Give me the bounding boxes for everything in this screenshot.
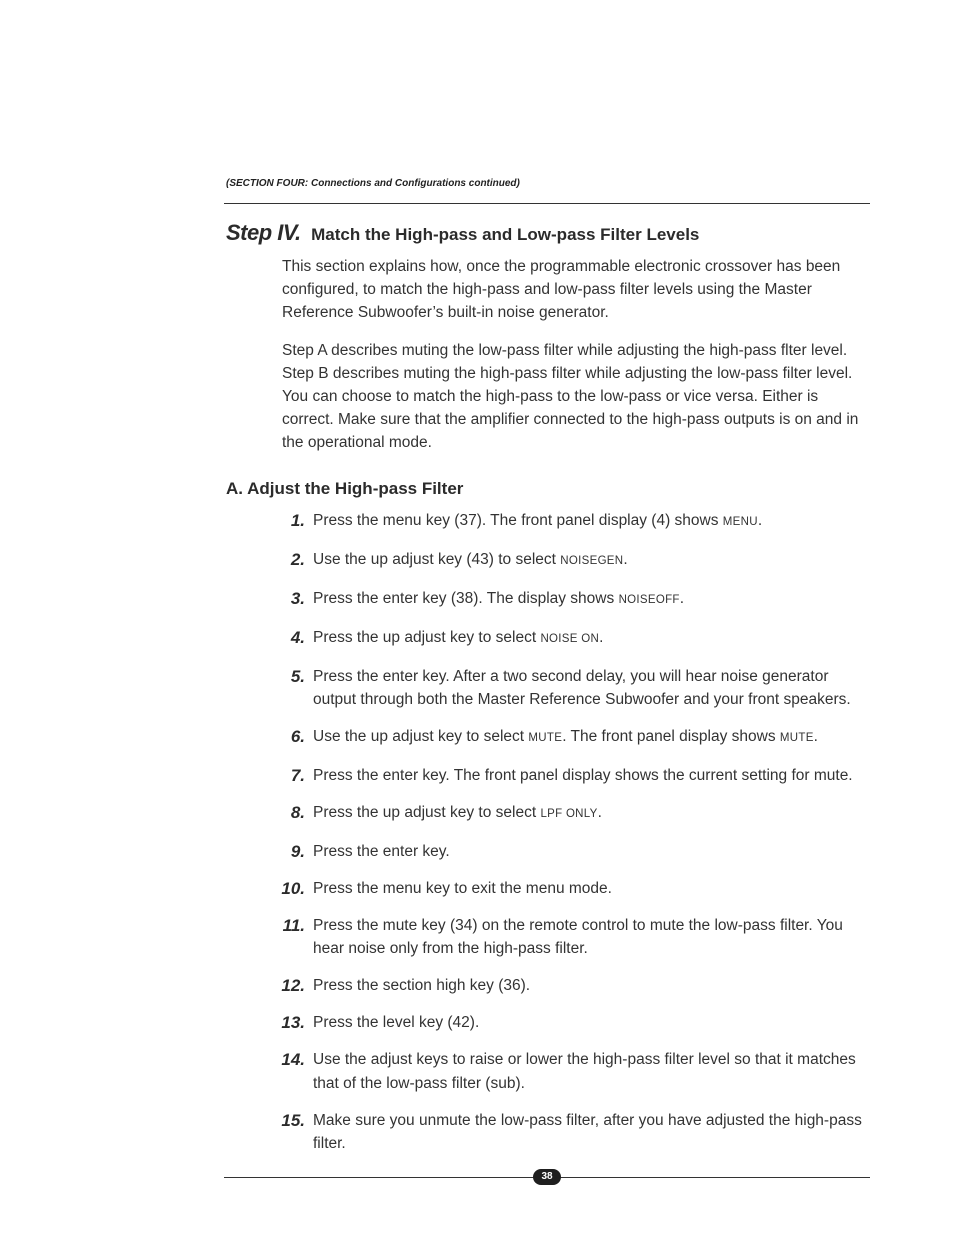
step-number: 4. (290, 628, 305, 647)
step-number: 3. (290, 589, 305, 608)
list-item (278, 974, 874, 997)
step-number: 5. (290, 667, 305, 686)
list-item (278, 665, 874, 711)
step-number: 11. (282, 916, 305, 936)
step-text (313, 880, 612, 897)
step-text (313, 1112, 862, 1152)
list-item (278, 764, 874, 787)
display-readout: MUTE (779, 732, 814, 745)
step-text-part: Press the mute key (34) on the remote control to mute the low-pass filter. You hear noise only from the high-pass filter. (313, 917, 843, 958)
step-text-part: Press the enter key (38). The display shows (313, 590, 619, 607)
step-text (313, 590, 684, 607)
step-text-part: Press the menu key to exit the menu mode. (313, 880, 612, 898)
display-readout: NOISEGEN (560, 555, 624, 567)
step-text (313, 843, 450, 860)
display-readout: NOISEOFF (618, 594, 680, 606)
list-item (278, 626, 874, 651)
list-item (278, 725, 874, 750)
step-label: Step IV. (226, 220, 301, 245)
display-readout: NOISE ON (540, 633, 600, 645)
intro-paragraph-2: Step A describes muting the low-pass filter while adjusting the high-pass flter level. Step B describes muting the high-pass filter while adjusting the low-pass filter level. You can choose to match the high-pass to the low-pass or vice versa. Either is correct. Make sure that the amplifier connected to the high-pass outputs is on and in the operational mode. (282, 341, 859, 452)
step-text (313, 629, 603, 646)
display-readout: MUTE (528, 732, 563, 745)
step-list (278, 509, 874, 1169)
step-number: 10. (281, 879, 305, 899)
step-text-part: Press the up adjust key to select (313, 804, 541, 822)
step-number: 12. (281, 976, 305, 996)
step-title: Match the High-pass and Low-pass Filter Levels (311, 225, 700, 244)
step-text-part: Press the enter key. After a two second delay, you will hear noise generator output through both the Master Reference Subwoofer and your front speakers. (313, 668, 851, 709)
step-text-part: Press the enter key. (313, 843, 450, 861)
step-text (313, 551, 628, 568)
step-text-part: Press the level key (42). (313, 1014, 480, 1032)
step-text-part: . (757, 512, 763, 529)
step-text-part: . The front panel display shows (562, 728, 780, 746)
list-item (278, 509, 874, 534)
step-text-part: Use the up adjust key to select (313, 728, 529, 746)
list-item (278, 801, 874, 826)
step-heading (226, 220, 699, 246)
step-text-part: . (679, 590, 685, 607)
step-number: 14. (281, 1050, 305, 1070)
list-item (278, 914, 874, 960)
step-number: 15. (281, 1110, 305, 1130)
step-text (313, 917, 843, 957)
list-item (278, 877, 874, 900)
step-number: 9. (290, 842, 305, 862)
display-readout: LPF ONLY (540, 808, 598, 821)
step-number: 8. (290, 803, 305, 823)
step-number: 13. (281, 1013, 305, 1033)
step-text (313, 767, 853, 784)
step-text-part: Press the section high key (36). (313, 977, 531, 995)
list-item (278, 840, 874, 863)
step-text-part: . (623, 551, 628, 568)
step-text-part: Use the adjust keys to raise or lower the high-pass filter level so that it matches that of the low-pass filter (sub). (313, 1051, 856, 1092)
list-item (278, 587, 874, 612)
step-number: 2. (290, 550, 305, 569)
step-text (313, 728, 818, 745)
step-text (313, 512, 762, 529)
list-item (278, 1011, 874, 1034)
display-readout: MENU (722, 516, 758, 528)
list-item (278, 1109, 874, 1155)
step-number: 7. (290, 766, 305, 786)
step-text-part: Press the menu key (37). The front panel display (4) shows (313, 512, 723, 529)
step-text (313, 1051, 856, 1091)
step-number: 1. (290, 511, 305, 530)
running-head: (SECTION FOUR: Connections and Configurations continued) (226, 178, 520, 189)
step-text-part: Make sure you unmute the low-pass filter, after you have adjusted the high-pass filter. (313, 1111, 862, 1152)
section-a-title: A. Adjust the High-pass Filter (226, 479, 464, 498)
header-rule (224, 203, 870, 204)
intro-text (282, 255, 872, 469)
step-text-part: . (599, 629, 604, 646)
step-text-part: Use the up adjust key (43) to select (313, 551, 561, 568)
step-text-part: Press the enter key. The front panel display shows the current setting for mute. (313, 767, 853, 785)
step-text-part: . (813, 728, 818, 746)
step-number: 6. (290, 727, 305, 747)
page-number: 38 (533, 1169, 561, 1185)
list-item (278, 1048, 874, 1094)
step-text (313, 804, 602, 821)
intro-paragraph-1: This section explains how, once the programmable electronic crossover has been configured, to match the high-pass and low-pass filter levels using the Master Reference Subwoofer’s built-in noise generator. (282, 258, 841, 322)
step-text (313, 977, 530, 994)
step-text (313, 1014, 479, 1031)
step-text (313, 668, 851, 708)
step-text-part: Press the up adjust key to select (313, 629, 541, 646)
list-item (278, 548, 874, 573)
step-text-part: . (597, 804, 602, 822)
